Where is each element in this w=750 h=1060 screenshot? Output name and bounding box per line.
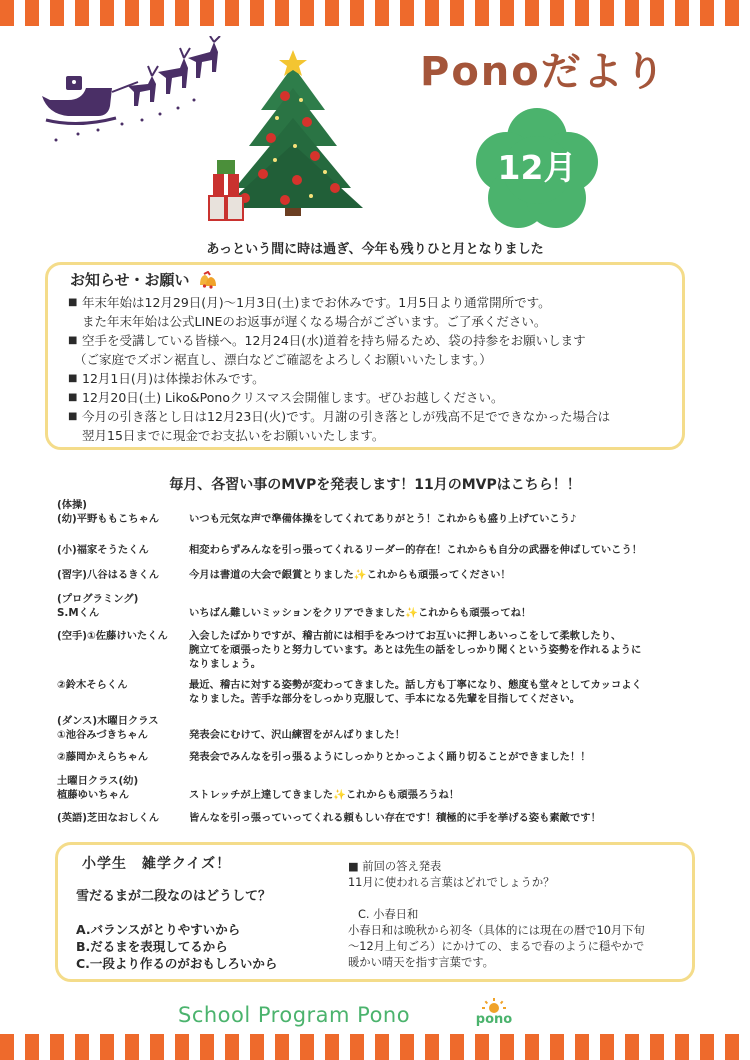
mvp-message: ストレッチが上達してきました✨これからも頑張ろうね！ (189, 789, 460, 801)
notice-text: （ご家庭でズボン裾直し、漂白などご確認をよろしくお願いいたします。） (74, 352, 492, 367)
tagline: あっという間に時は過ぎ、今年も残りひと月となりました (206, 242, 544, 257)
quiz-option: A.バランスがとりやすいから (76, 922, 241, 937)
list-item (68, 369, 678, 388)
square-bullet-icon: ■ (68, 297, 78, 308)
square-bullet-icon: ■ (68, 373, 78, 384)
mvp-heading: 毎月、各習い事のMVPを発表します！11月のMVPはこちら！！ (169, 477, 581, 493)
mvp-message: なりました。苦手な部分をしっかり克服して、手本になる先輩を目指してください。 (189, 693, 581, 705)
newsletter-title: Ponoだより (420, 49, 667, 95)
quiz-question: 雪だるまが二段なのはどうして？ (76, 889, 272, 904)
answer-label: C. 小春日和 (358, 908, 419, 921)
quiz-option: B.だるまを表現してるから (76, 939, 228, 954)
notice-text: 今月の引き落とし日は12月23日(火)です。月謝の引き落としが残高不足でできなかった場合は (82, 409, 611, 424)
mvp-name: (英語)芝田なおしくん (57, 812, 160, 824)
answer-explanation: 暖かい晴天を指す言葉です。 (348, 956, 494, 969)
mvp-category: (プログラミング) (57, 593, 139, 605)
mvp-message: いつも元気な声で準備体操をしてくれてありがとう！これからも盛り上げていこう♪ (189, 513, 577, 525)
notice-text: 12月20日(土) Liko&Ponoクリスマス会開催します。ぜひお越しください。 (82, 390, 504, 405)
mvp-name: 植藤ゆいちゃん (57, 789, 130, 801)
mvp-message: 腕立てを頑張ったりと努力しています。あとは先生の話をしっかり聞くという姿勢を作れるように (189, 644, 642, 656)
mvp-name: (習字)八谷はるきくん (57, 569, 160, 581)
mvp-category: 土曜日クラス(幼) (57, 775, 139, 787)
quiz-title: 小学生 雑学クイズ！ (82, 856, 232, 872)
mvp-message: 最近、稽古に対する姿勢が変わってきました。話し方も丁寧になり、態度も堂々としてカッコよく (189, 679, 642, 691)
mvp-category: (ダンス)木曜日クラス (57, 715, 159, 727)
mvp-name: (小)福家そうたくん (57, 544, 149, 556)
quiz-option: C.一段より作るのがおもしろいから (76, 956, 278, 971)
answer-explanation: 〜12月上旬ごろ）にかけての、まるで春のように穏やかで (348, 940, 645, 953)
answer-explanation: 小春日和は晩秋から初冬（具体的には現在の暦で10月下旬 (348, 924, 645, 937)
notice-list (68, 293, 678, 445)
month-label: 12月 (497, 148, 577, 187)
bells-icon (196, 271, 218, 289)
mvp-message: 今月は書道の大会で銀賞とりました✨これからも頑張ってください！ (189, 569, 511, 581)
answer-column (348, 859, 688, 971)
previous-question: 11月に使われる言葉はどれでしょうか？ (348, 876, 555, 889)
mvp-message: いちばん難しいミッションをクリアできました✨これからも頑張ってね！ (189, 607, 532, 619)
bottom-stripe-border (0, 1034, 750, 1060)
list-item (68, 407, 678, 445)
top-stripe-border (0, 0, 750, 26)
christmas-tree-illustration (205, 48, 380, 226)
mvp-message: なりましょう。 (189, 658, 262, 670)
mvp-name: ①池谷みづきちゃん (57, 729, 148, 741)
notice-text: 年末年始は12月29日(月)〜1月3日(土)までお休みです。1月5日より通常開所です。 (82, 295, 551, 310)
mvp-message: 発表会にむけて、沢山練習をがんばりました！ (189, 729, 406, 741)
square-bullet-icon: ■ (68, 335, 78, 346)
notice-text: 空手を受講している皆様へ。12月24日(水)道着を持ち帰るため、袋の持参をお願いします (82, 333, 586, 348)
pono-logo-text: pono (475, 1012, 513, 1027)
square-bullet-icon: ■ (68, 392, 78, 403)
notice-heading (70, 269, 218, 290)
notice-text: また年末年始は公式LINEのお返事が遅くなる場合がございます。ご了承ください。 (82, 314, 547, 329)
mvp-message: 入会したばかりですが、稽古前には相手をみつけてお互いに押しあいっこをして柔軟したり、 (189, 630, 622, 642)
mvp-message: 皆んなを引っ張っていってくれる頼もしい存在です！積極的に手を挙げる姿も素敵です！ (189, 812, 601, 824)
sleigh-reindeer-illustration (38, 36, 228, 146)
mvp-name: (幼)平野ももこちゃん (57, 513, 160, 525)
list-item (68, 331, 678, 369)
mvp-name: ②藤岡かえらちゃん (57, 751, 149, 763)
quiz-options (76, 921, 277, 972)
program-name: School Program Pono (178, 1003, 411, 1027)
mvp-name: S.Mくん (57, 607, 100, 619)
notice-text: 12月1日(月)は体操お休みです。 (82, 371, 265, 386)
mvp-category: (体操) (57, 499, 88, 511)
list-item (68, 293, 678, 331)
notice-heading-text: お知らせ・お願い (70, 271, 190, 289)
mvp-name: ②鈴木そらくん (57, 679, 128, 691)
notice-text: 翌月15日までに現金でお支払いをお願いいたします。 (82, 428, 385, 443)
quiz-box (55, 842, 695, 982)
square-bullet-icon: ■ (68, 411, 78, 422)
answer-heading: ■ 前回の答え発表 (348, 859, 688, 875)
mvp-name: (空手)①佐藤けいたくん (57, 630, 168, 642)
mvp-message: 相変わらずみんなを引っ張ってくれるリーダー的存在！これからも自分の武器を伸ばしていこう！ (189, 544, 643, 556)
list-item (68, 388, 678, 407)
notice-box (45, 262, 685, 450)
mvp-message: 発表会でみんなを引っ張るようにしっかりとかっこよく踊り切ることができました！！ (189, 751, 591, 763)
